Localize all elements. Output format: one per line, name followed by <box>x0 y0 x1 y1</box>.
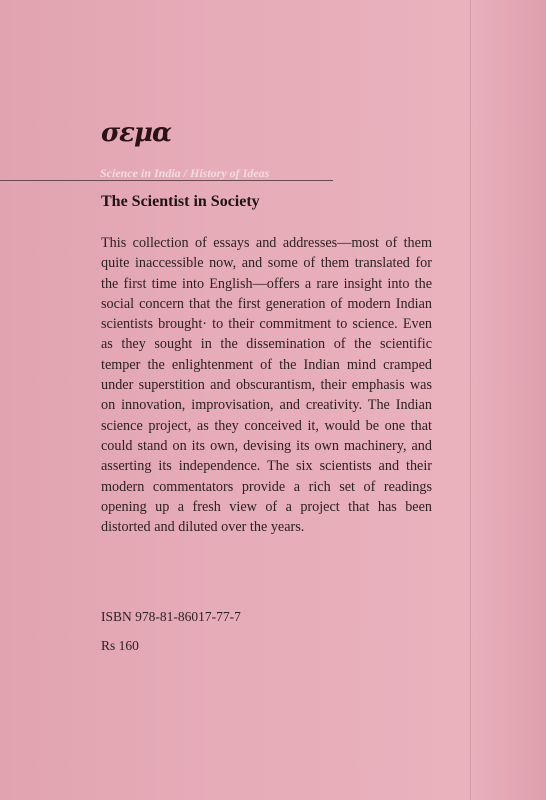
book-title: The Scientist in Society <box>101 193 260 210</box>
cover-fold-line <box>470 0 471 800</box>
publisher-logo: σεμα <box>101 118 172 148</box>
book-price: Rs 160 <box>101 638 139 653</box>
isbn-number: ISBN 978-81-86017-77-7 <box>101 609 241 624</box>
series-band <box>100 166 433 180</box>
series-label: Science in India / History of Ideas <box>100 166 270 180</box>
book-description <box>101 233 432 537</box>
series-rule <box>0 180 333 181</box>
description-paragraph: This collection of essays and addresses—most of them quite inaccessible now, and some of them translated for the first time into English—offers a rare insight into the social concern that the first generation of modern Indian scientists brought· to their commitment to science. Even as they sought in the dissemination of the scientific temper the enlightenment of the Indian mind cramped under superstition and obscurantism, their emphasis was on innovation, improvisation, and creativity. The Indian science project, as they conceived it, would be one that could stand on its own, devising its own machinery, and asserting its independence. The six scientists and their modern commentators provide a rich set of readings opening up a fresh view of a project that has been distorted and diluted over the years. <box>101 235 432 536</box>
